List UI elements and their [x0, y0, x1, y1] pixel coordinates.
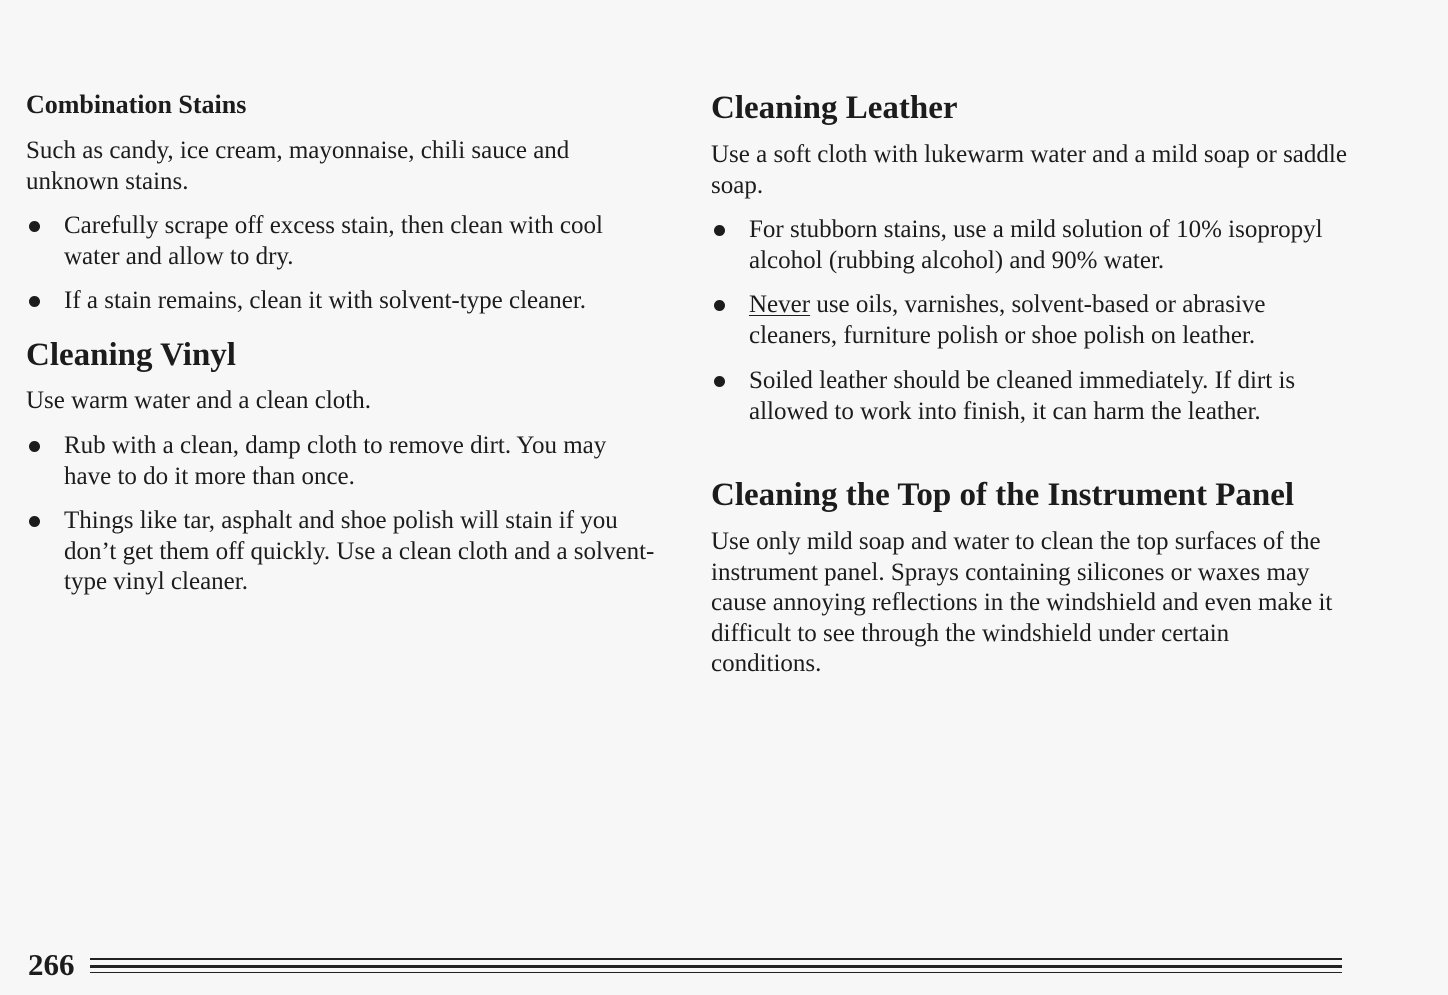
- bullet-dot-icon: [714, 376, 725, 387]
- combination-stains-heading: Combination Stains: [26, 90, 247, 119]
- instrument-panel-body: Use only mild soap and water to clean the top surfaces of the instrument panel. Sprays containing silicones or waxes may cause annoying reflections in the windshield and even make it difficult to see through the windshield under certain conditions.: [711, 528, 1333, 677]
- page-number: 266: [28, 947, 75, 982]
- bullet-dot-icon: [714, 300, 725, 311]
- cleaning-vinyl-heading: Cleaning Vinyl: [26, 337, 236, 373]
- cleaning-leather-intro: Use a soft cloth with lukewarm water and a mild soap or saddle soap.: [711, 141, 1347, 199]
- bullet-dot-icon: [29, 516, 40, 527]
- cleaning-vinyl-intro: Use warm water and a clean cloth.: [26, 387, 371, 414]
- list-item-text: For stubborn stains, use a mild solution of 10% isopropyl alcohol (rubbing alcohol) and 90% water.: [749, 216, 1323, 274]
- list-item-text: Soiled leather should be cleaned immediately. If dirt is allowed to work into finish, it can harm the leather.: [749, 367, 1296, 425]
- never-emphasis: Never: [749, 291, 811, 318]
- footer-rule: [90, 965, 1342, 968]
- list-item-text: [749, 290, 1334, 351]
- bullet-dot-icon: [29, 296, 40, 307]
- list-item-text: Things like tar, asphalt and shoe polish will stain if you don’t get them off quickly. Use a clean cloth and a solvent-type vinyl cleaner.: [64, 507, 655, 595]
- footer-rule: [90, 958, 1342, 960]
- bullet-dot-icon: [29, 441, 40, 452]
- list-item-text: Rub with a clean, damp cloth to remove dirt. You may have to do it more than once.: [64, 432, 607, 490]
- list-item-text: If a stain remains, clean it with solvent-type cleaner.: [64, 287, 587, 314]
- bullet-dot-icon: [29, 221, 40, 232]
- cleaning-leather-heading: Cleaning Leather: [711, 90, 958, 126]
- combination-stains-intro: Such as candy, ice cream, mayonnaise, chili sauce and unknown stains.: [26, 137, 570, 195]
- never-rest-text: use oils, varnishes, solvent-based or abrasive cleaners, furniture polish or shoe polish on leather.: [749, 291, 1266, 349]
- instrument-panel-heading: Cleaning the Top of the Instrument Panel: [711, 477, 1295, 513]
- footer-rule: [90, 972, 1342, 973]
- bullet-dot-icon: [714, 225, 725, 236]
- list-item-text: Carefully scrape off excess stain, then clean with cool water and allow to dry.: [64, 212, 603, 270]
